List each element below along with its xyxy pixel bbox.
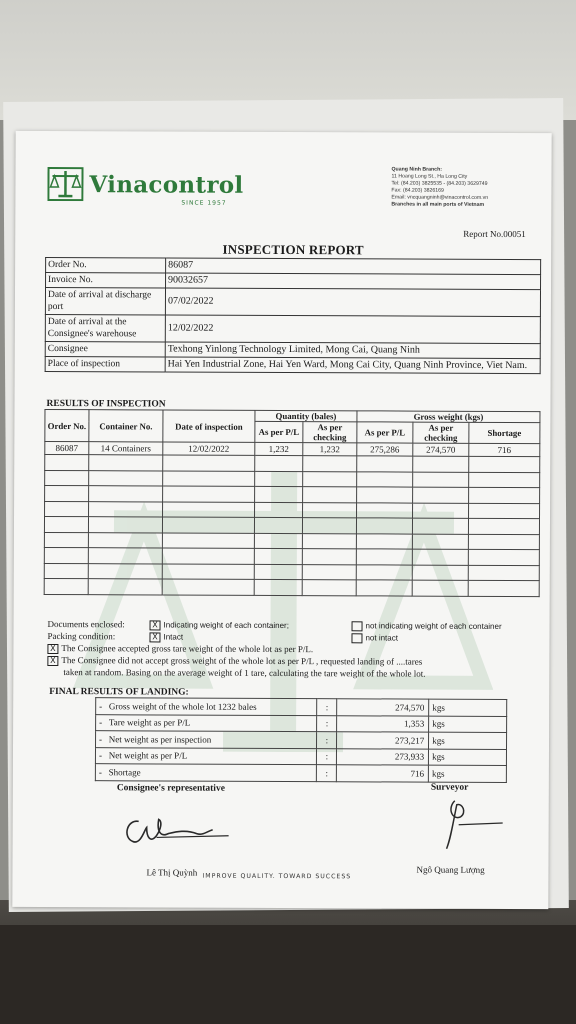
info-label: Date of arrival at discharge port xyxy=(45,287,165,315)
header-qty-checking: As per checking xyxy=(303,422,357,443)
info-label: Invoice No. xyxy=(46,272,166,288)
checkbox-unchecked xyxy=(351,633,362,643)
branch-email: Email: vncquangninh@vinacontrol.com.vn xyxy=(391,194,489,201)
info-row xyxy=(45,287,540,316)
branch-address: 11 Hoang Long St., Ha Long City xyxy=(391,173,468,180)
statement-not-accepted-2: taken at random. Basing on the average weight of 1 tare, calculating the tare weight of the whole lot. xyxy=(63,667,426,679)
checkbox-checked: X xyxy=(47,656,58,666)
header-order-no: Order No. xyxy=(45,409,89,441)
final-value: 274,570 xyxy=(337,699,429,716)
final-value: 1,353 xyxy=(337,715,429,732)
info-label: Place of inspection xyxy=(45,356,165,372)
order-info-table xyxy=(45,257,541,374)
scales-icon xyxy=(47,167,83,201)
report-title: INSPECTION REPORT xyxy=(222,241,364,258)
final-unit: kgs xyxy=(429,732,507,749)
info-value: Hai Yen Industrial Zone, Hai Yen Ward, Mong Cai City, Quang Ninh Province, Viet Nam. xyxy=(165,357,540,374)
final-value: 716 xyxy=(337,765,429,782)
table-row xyxy=(95,747,506,765)
header-date: Date of inspection xyxy=(163,410,255,442)
final-value: 273,933 xyxy=(337,748,429,765)
documents-option-2: not indicating weight of each container xyxy=(365,621,502,631)
cell-qty-pl: 1,232 xyxy=(255,442,303,455)
info-value: Texhong Yinlong Technology Limited, Mong Cai, Quang Ninh xyxy=(165,342,540,359)
branch-title: Quang Ninh Branch: xyxy=(391,166,442,173)
final-colon: : xyxy=(317,765,337,782)
table-row xyxy=(96,731,507,749)
company-slogan: IMPROVE QUALITY. TOWARD SUCCESS xyxy=(202,872,352,881)
table-row xyxy=(96,714,507,732)
info-label: Date of arrival at the Consignee's warehouse xyxy=(45,314,165,342)
cell-gw-pl: 275,286 xyxy=(357,443,413,456)
final-label: - Net weight as per inspection xyxy=(96,731,317,748)
branch-contact-block xyxy=(391,166,488,208)
final-colon: : xyxy=(317,732,337,749)
documents-section xyxy=(47,619,527,681)
results-title: RESULTS OF INSPECTION xyxy=(46,398,166,410)
final-unit: kgs xyxy=(429,716,507,733)
final-label: - Gross weight of the whole lot 1232 bales xyxy=(96,698,317,715)
info-row xyxy=(45,356,540,373)
consignee-name: Lê Thị Quỳnh xyxy=(146,867,198,878)
header-gw-pl: As per P/L xyxy=(357,422,413,443)
statement-not-accepted-cont xyxy=(47,667,527,681)
branch-note: Branches in all main ports of Vietnam xyxy=(391,201,485,208)
packing-option-1: Intact xyxy=(163,632,184,642)
header-quantity: Quantity (bales) xyxy=(255,410,357,421)
surveyor-name: Ngô Quang Lượng xyxy=(416,864,485,875)
cell-shortage: 716 xyxy=(469,443,540,456)
cell-container-no: 14 Containers xyxy=(89,442,163,455)
final-label: - Net weight as per P/L xyxy=(95,747,316,764)
empty-row xyxy=(44,578,539,596)
header-qty-pl: As per P/L xyxy=(255,421,303,442)
info-label: Consignee xyxy=(45,341,165,357)
final-colon: : xyxy=(317,748,337,765)
header-container-no: Container No. xyxy=(89,410,163,442)
final-colon: : xyxy=(317,699,337,716)
final-label: - Tare weight as per P/L xyxy=(96,714,317,731)
branch-fax: Fax: (84.203) 3826169 xyxy=(391,187,444,194)
packing-option-2: not intact xyxy=(365,633,398,643)
checkbox-checked: X xyxy=(47,644,58,654)
table-row xyxy=(95,764,506,782)
final-results-title: FINAL RESULTS OF LANDING: xyxy=(49,686,189,698)
info-label: Order No. xyxy=(46,257,166,273)
company-logo xyxy=(47,167,243,202)
documents-option-1: Indicating weight of each container; xyxy=(163,620,289,631)
checkbox-checked: X xyxy=(149,632,160,642)
results-table xyxy=(44,409,541,597)
final-unit: kgs xyxy=(429,699,507,716)
report-number: Report No.00051 xyxy=(463,228,526,240)
info-value: 90032657 xyxy=(166,273,541,290)
final-label: - Shortage xyxy=(95,764,316,781)
surveyor-signature xyxy=(433,795,513,855)
surveyor-label: Surveyor xyxy=(430,782,469,793)
final-colon: : xyxy=(317,715,337,732)
header-shortage: Shortage xyxy=(469,422,540,443)
checkbox-unchecked xyxy=(352,621,363,631)
statement-accepted: The Consignee accepted gross tare weight of the whole lot as per P/L. xyxy=(61,643,314,655)
cell-date: 12/02/2022 xyxy=(163,442,255,455)
cell-qty-checking: 1,232 xyxy=(303,443,357,456)
consignee-signature xyxy=(117,807,237,858)
final-unit: kgs xyxy=(429,765,507,782)
background-shadow xyxy=(0,925,576,1024)
table-row xyxy=(96,698,507,716)
final-results-table xyxy=(95,697,507,782)
final-value: 273,217 xyxy=(337,732,429,749)
branch-tel: Tel: (84.203) 3825535 - (84.203) 3629749 xyxy=(391,180,488,187)
info-value: 07/02/2022 xyxy=(165,288,540,317)
packing-label: Packing condition: xyxy=(47,630,116,642)
inspection-report-page xyxy=(12,131,551,909)
header-gross-weight: Gross weight (kgs) xyxy=(357,411,540,423)
consignee-representative-label: Consignee's representative xyxy=(116,783,225,794)
final-unit: kgs xyxy=(429,749,507,766)
statement-not-accepted-1: The Consignee did not accept gross weight of the whole lot as per P/L , requested landing of ....tares xyxy=(61,655,423,667)
company-since: SINCE 1957 xyxy=(181,199,227,207)
info-value: 12/02/2022 xyxy=(165,315,540,344)
info-row xyxy=(45,314,540,343)
results-header-row xyxy=(45,409,540,422)
checkbox-checked: X xyxy=(150,620,161,630)
header-gw-checking: As per checking xyxy=(413,422,469,443)
info-value: 86087 xyxy=(166,258,541,275)
company-name: Vinacontrol xyxy=(89,170,244,199)
documents-label: Documents enclosed: xyxy=(47,618,125,630)
cell-gw-checking: 274,570 xyxy=(413,443,469,456)
cell-order-no: 86087 xyxy=(45,441,89,454)
